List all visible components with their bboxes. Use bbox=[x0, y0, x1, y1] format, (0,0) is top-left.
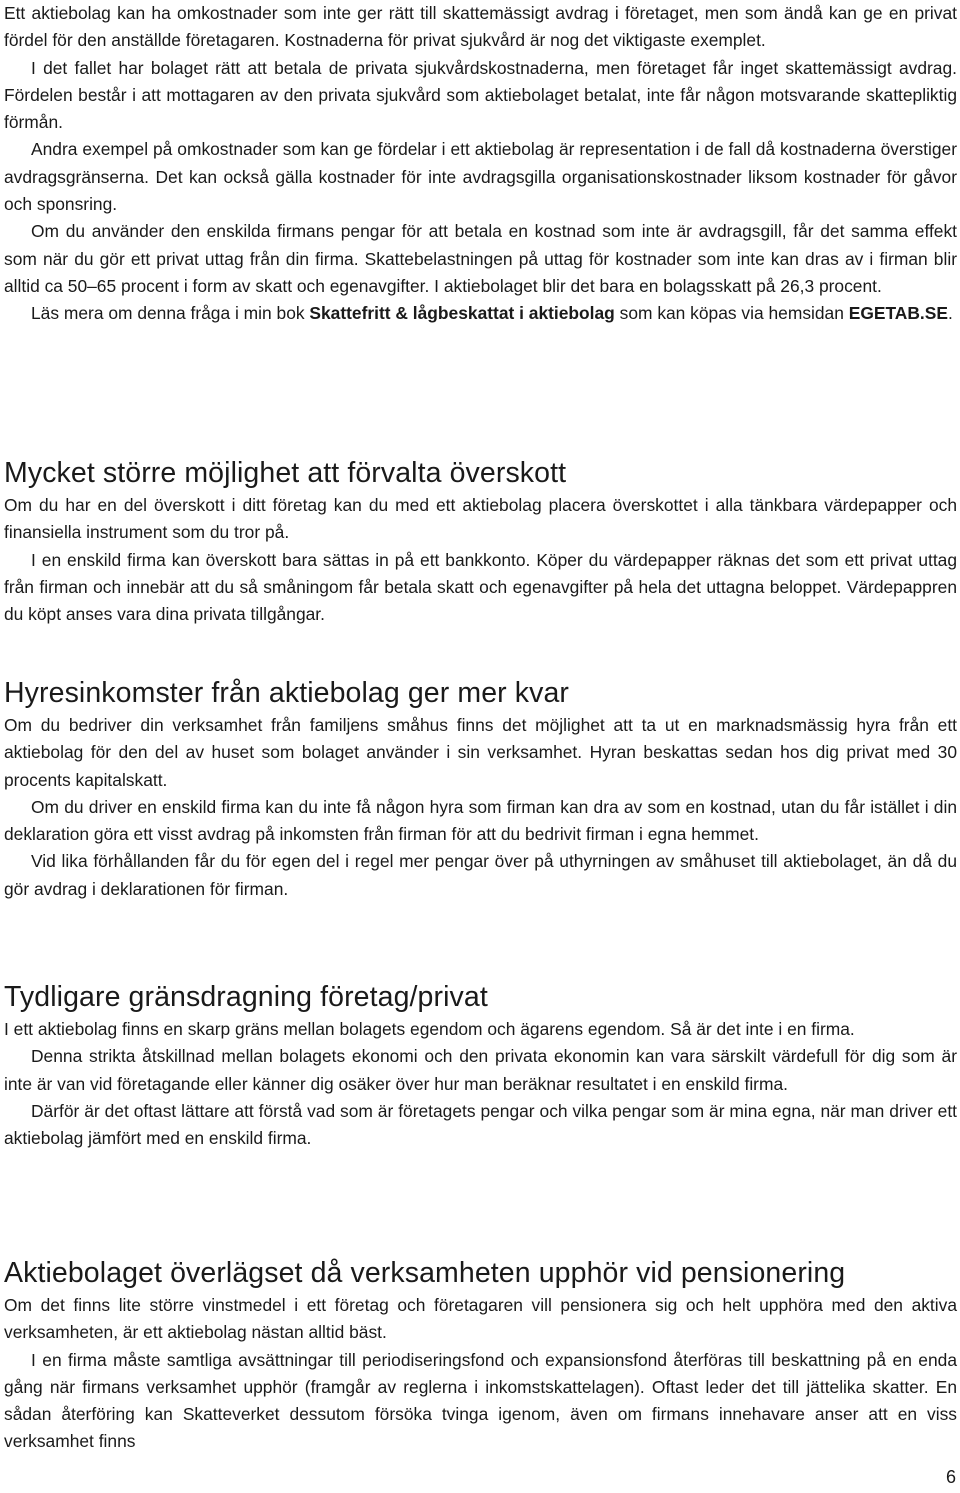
section-heading: Hyresinkomster från aktiebolag ger mer kvar bbox=[4, 677, 570, 709]
section-forvalta-overskott bbox=[4, 456, 957, 628]
section-hyresinkomster bbox=[4, 676, 957, 903]
page-number: 6 bbox=[945, 1467, 956, 1487]
paragraph: I en firma måste samtliga avsättningar till periodiseringsfond och expansionsfond återföras till beskattning på en enda gång när firmans verksamhet upphör (framgår av reglerna i inkomstskattelagen). Oftast leder det till jättelika skatter. En sådan återföring kan Skatteverket dessutom försöka tvinga igenom, även om firmans innehavare anser att en viss verksamhet finns bbox=[4, 1349, 957, 1452]
section-pensionering bbox=[4, 1256, 957, 1456]
paragraph: Om du driver en enskild firma kan du inte få någon hyra som firman kan dra av som en kostnad, utan du får istället i din deklaration göra ett visst avdrag på inkomsten från firman för att du bedrivit firman i egna hemmet. bbox=[4, 796, 957, 845]
paragraph: Vid lika förhållanden får du för egen del i regel mer pengar över på uthyrningen av småhuset till aktiebolaget, än då du gör avdrag i deklarationen för firman. bbox=[4, 851, 957, 899]
book-title: Skattefritt & lågbeskattat i aktiebolag bbox=[309, 303, 615, 324]
section-heading: Aktiebolaget överlägset då verksamheten upphör vid pensionering bbox=[4, 1257, 846, 1289]
paragraph: Denna strikta åtskillnad mellan bolagets ekonomi och den privata ekonomin kan vara särskilt värdefull för dig som är inte är van vid företagande eller känner dig osäker över hur man beräknar resultatet i en enskild firma. bbox=[4, 1046, 957, 1094]
paragraph-text: som kan köpas via hemsidan bbox=[614, 303, 849, 324]
paragraph: Om du har en del överskott i ditt företag kan du med ett aktiebolag placera överskottet i alla tänkbara värdepapper och finansiella instrument som du tror på. bbox=[4, 495, 957, 543]
website-name: EGETAB.SE bbox=[848, 303, 948, 324]
paragraph: I ett aktiebolag finns en skarp gräns mellan bolagets egendom och ägarens egendom. Så är det inte i en firma. bbox=[4, 1019, 855, 1039]
section-heading: Mycket större möjlighet att förvalta överskott bbox=[4, 457, 567, 489]
intro-section bbox=[4, 0, 957, 328]
paragraph-text: Läs mera om denna fråga i min bok bbox=[31, 303, 310, 324]
paragraph: Andra exempel på omkostnader som kan ge fördelar i ett aktiebolag är representation i de fall då kostnaderna överstiger avdragsgränserna. Det kan också gälla kostnader för inte avdragsgilla organisationskostnader liksom kostnader för gåvor och sponsring. bbox=[4, 139, 957, 215]
section-heading: Tydligare gränsdragning företag/privat bbox=[4, 981, 488, 1013]
paragraph: I en enskild firma kan överskott bara sättas in på ett bankkonto. Köper du värdepapper räknas det som ett privat uttag från firman och innebär att du så småningom får betala skatt och egenavgifter på hela det uttagna beloppet. Värdepappren du köpt anses vara dina privata tillgångar. bbox=[4, 549, 957, 625]
section-gransdragning bbox=[4, 980, 957, 1152]
paragraph: Ett aktiebolag kan ha omkostnader som inte ger rätt till skattemässigt avdrag i företaget, men som ändå kan ge en privat fördel för den anställde företagaren. Kostnaderna för privat sjukvård är nog det viktigaste exemplet. bbox=[4, 3, 957, 51]
paragraph: I det fallet har bolaget rätt att betala de privata sjukvårdskostnaderna, men företaget får inget skattemässigt avdrag. Fördelen består i att mottagaren av den privata sjukvård som aktiebolaget betalat, inte får någon motsvarande skattepliktig förmån. bbox=[4, 57, 957, 133]
paragraph bbox=[4, 300, 957, 327]
paragraph: Därför är det oftast lättare att förstå vad som är företagets pengar och vilka pengar som är mina egna, när man driver ett aktiebolag jämfört med en enskild firma. bbox=[4, 1100, 957, 1149]
paragraph: Om det finns lite större vinstmedel i ett företag och företagaren vill pensionera sig och helt upphöra med den aktiva verksamheten, är ett aktiebolag nästan alltid bäst. bbox=[4, 1295, 957, 1343]
paragraph-text: . bbox=[947, 303, 953, 324]
paragraph: Om du använder den enskilda firmans pengar för att betala en kostnad som inte är avdragsgill, får det samma effekt som när du gör ett privat uttag från din firma. Skattebelastningen på uttag för kostnader som inte kan dras av i firman blir alltid ca 50–65 procent i form av skatt och egenavgifter. I aktiebolaget blir det bara en bolagsskatt på 26,3 procent. bbox=[4, 221, 957, 296]
paragraph: Om du bedriver din verksamhet från familjens småhus finns det möjlighet att ta ut en marknadsmässig hyra från ett aktiebolag för den del av huset som bolaget använder i sin verksamhet. Hyran beskattas sedan hos dig privat med 30 procents kapitalskatt. bbox=[4, 715, 957, 790]
